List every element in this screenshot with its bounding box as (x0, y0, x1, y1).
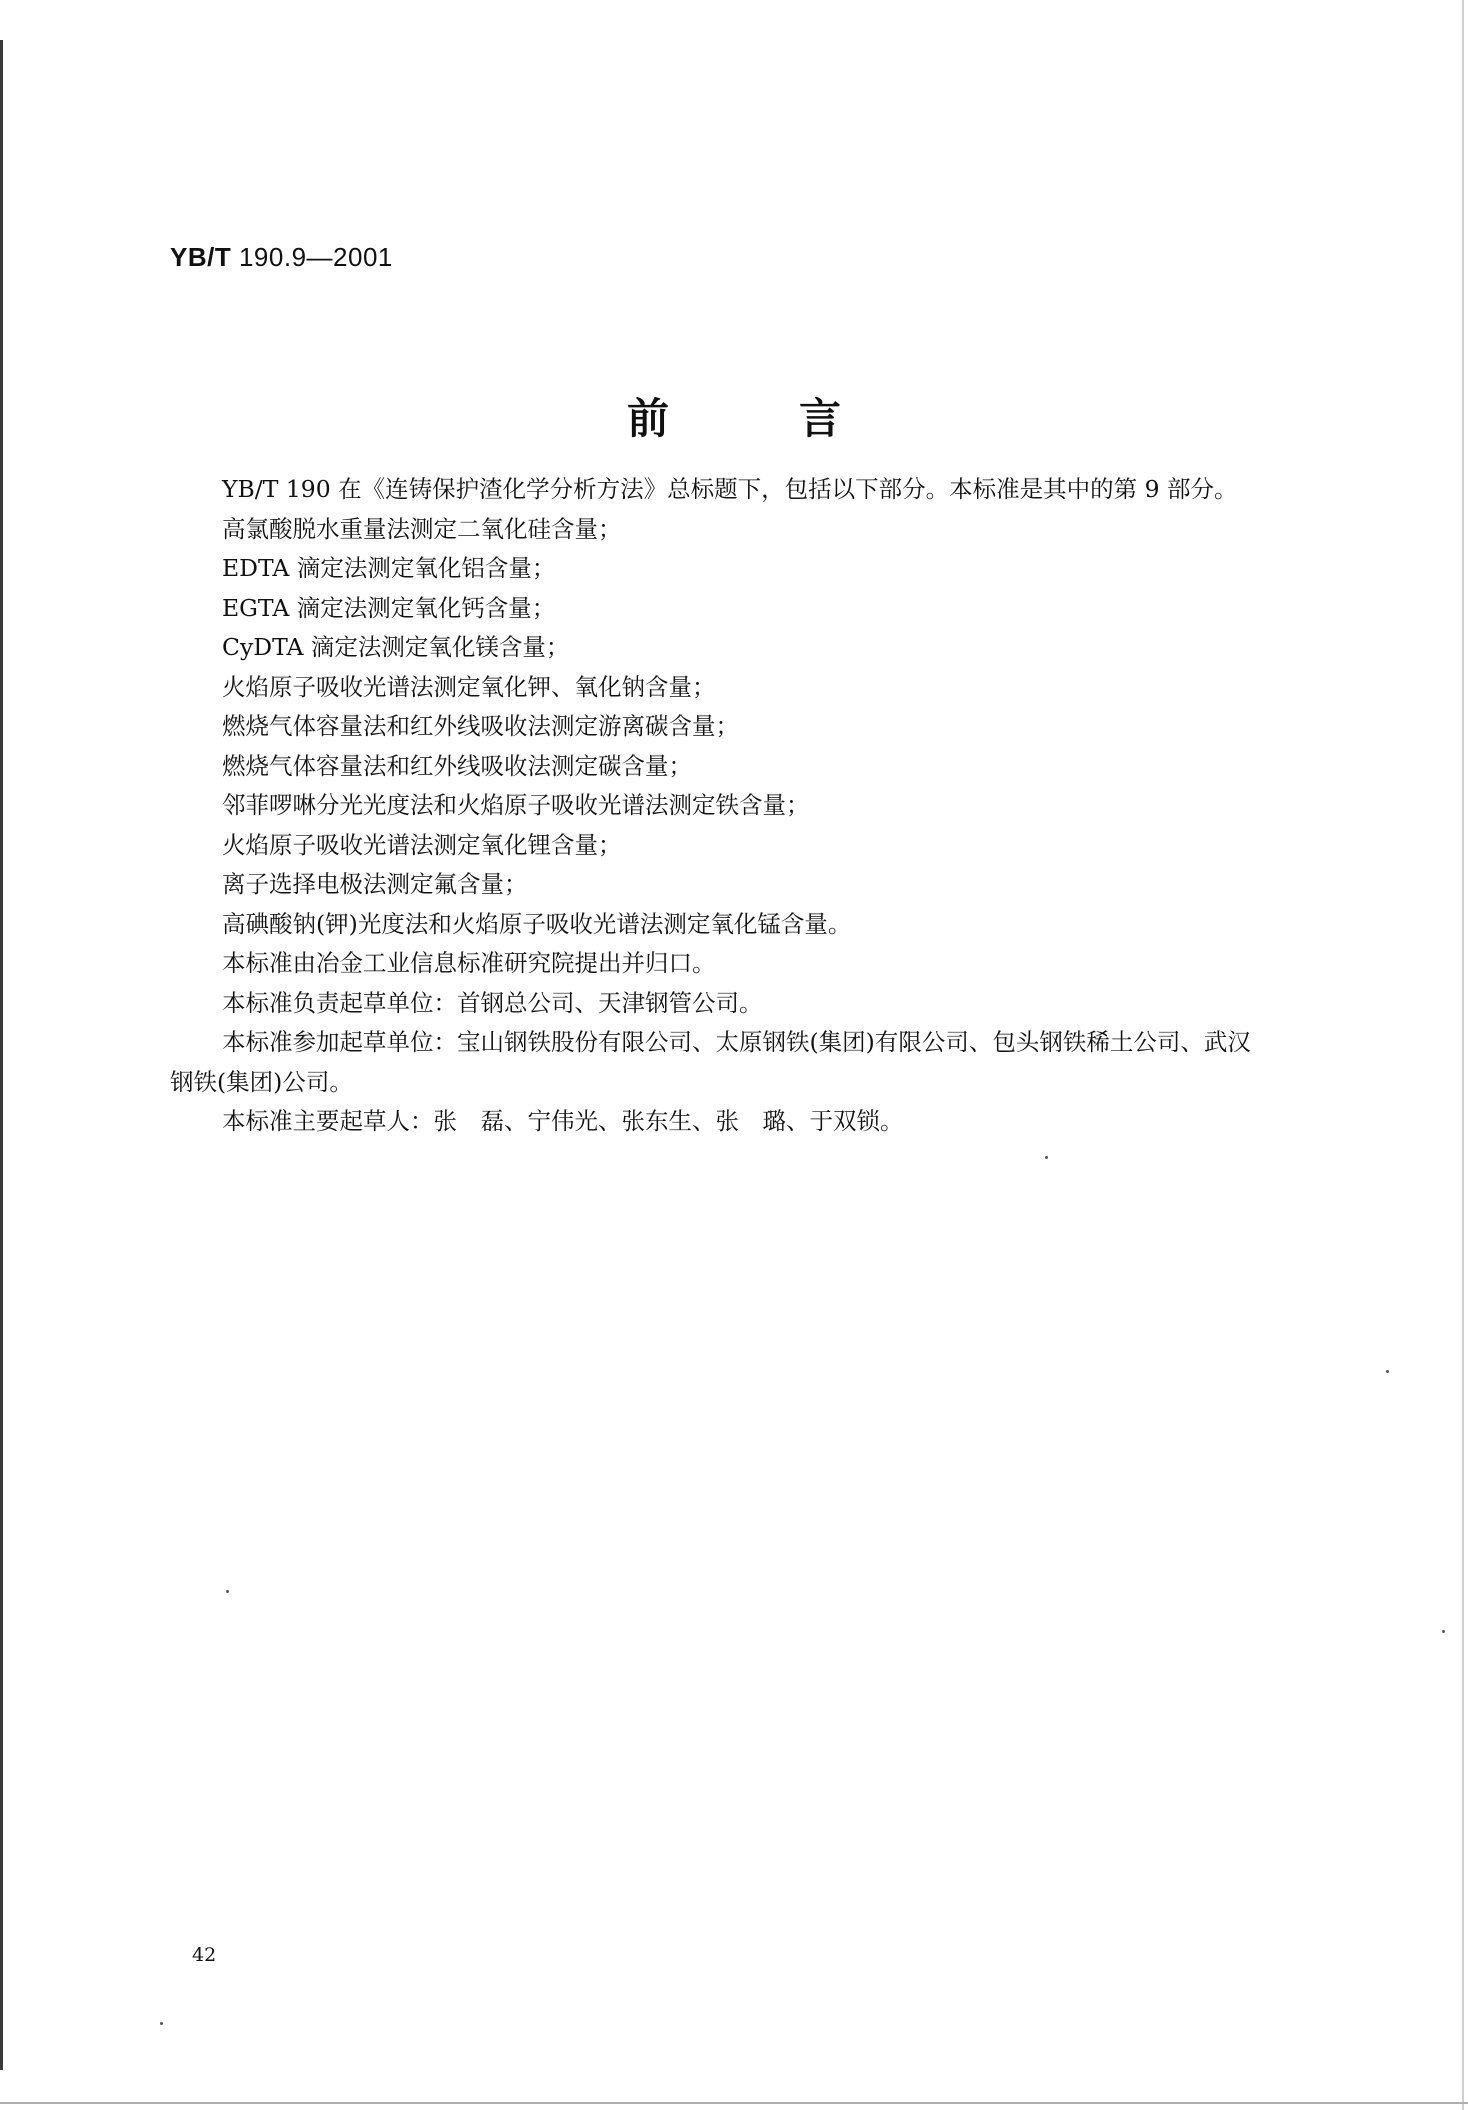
standard-code-number: 190.9—2001 (238, 242, 393, 272)
list-item-lithium-oxide: 火焰原子吸收光谱法测定氧化锂含量； (222, 830, 622, 859)
page-title: 前言 (626, 394, 971, 443)
scan-speck (226, 1590, 229, 1593)
list-item-calcium-oxide: EGTA 滴定法测定氧化钙含量； (222, 593, 556, 622)
list-item-magnesium-oxide: CyDTA 滴定法测定氧化镁含量； (222, 633, 570, 661)
list-item-alumina: EDTA 滴定法测定氧化铝含量； (222, 554, 556, 582)
list-item-carbon: 燃烧气体容量法和红外线吸收法测定碳含量； (222, 751, 692, 780)
list-item-silica: 高氯酸脱水重量法测定二氧化硅含量； (222, 514, 622, 543)
page-number: 42 (192, 1944, 217, 1966)
list-item-manganese-oxide: 高碘酸钠(钾)光度法和火焰原子吸收光谱法测定氧化锰含量。 (222, 909, 852, 938)
scan-edge-left (0, 40, 3, 2070)
scan-speck (1386, 1370, 1389, 1373)
list-item-potassium-sodium-oxide: 火焰原子吸收光谱法测定氧化钾、氧化钠含量； (222, 672, 716, 701)
scan-speck (1045, 1156, 1048, 1159)
foreword-body (170, 470, 1330, 1142)
standard-code (170, 242, 393, 273)
paragraph-proposer: 本标准由冶金工业信息标准研究院提出并归口。 (222, 949, 716, 977)
paragraph-drafters: 本标准主要起草人：张 磊、宁伟光、张东生、张 璐、于双锁。 (222, 1107, 904, 1135)
scan-speck (160, 2022, 163, 2025)
paragraph-participating-units: 本标准参加起草单位：宝山钢铁股份有限公司、太原钢铁(集团)有限公司、包头钢铁稀土公司、武汉 (222, 1028, 1251, 1056)
scan-edge-bottom (0, 2102, 1468, 2104)
list-item-fluorine: 离子选择电极法测定氟含量； (222, 870, 528, 898)
standard-code-prefix: YB/T (170, 242, 232, 272)
list-item-free-carbon: 燃烧气体容量法和红外线吸收法测定游离碳含量； (222, 712, 739, 740)
scan-speck (1442, 1630, 1445, 1633)
scan-edge-right (1462, 0, 1464, 2110)
list-item-iron: 邻菲啰啉分光光度法和火焰原子吸收光谱法测定铁含量； (222, 791, 810, 819)
paragraph-participating-units-continued: 钢铁(集团)公司。 (170, 1067, 353, 1096)
paragraph-intro: YB/T 190 在《连铸保护渣化学分析方法》总标题下，包括以下部分。本标准是其中的第 9 部分。 (222, 475, 1238, 503)
paragraph-lead-drafting-units: 本标准负责起草单位：首钢总公司、天津钢管公司。 (222, 988, 763, 1017)
